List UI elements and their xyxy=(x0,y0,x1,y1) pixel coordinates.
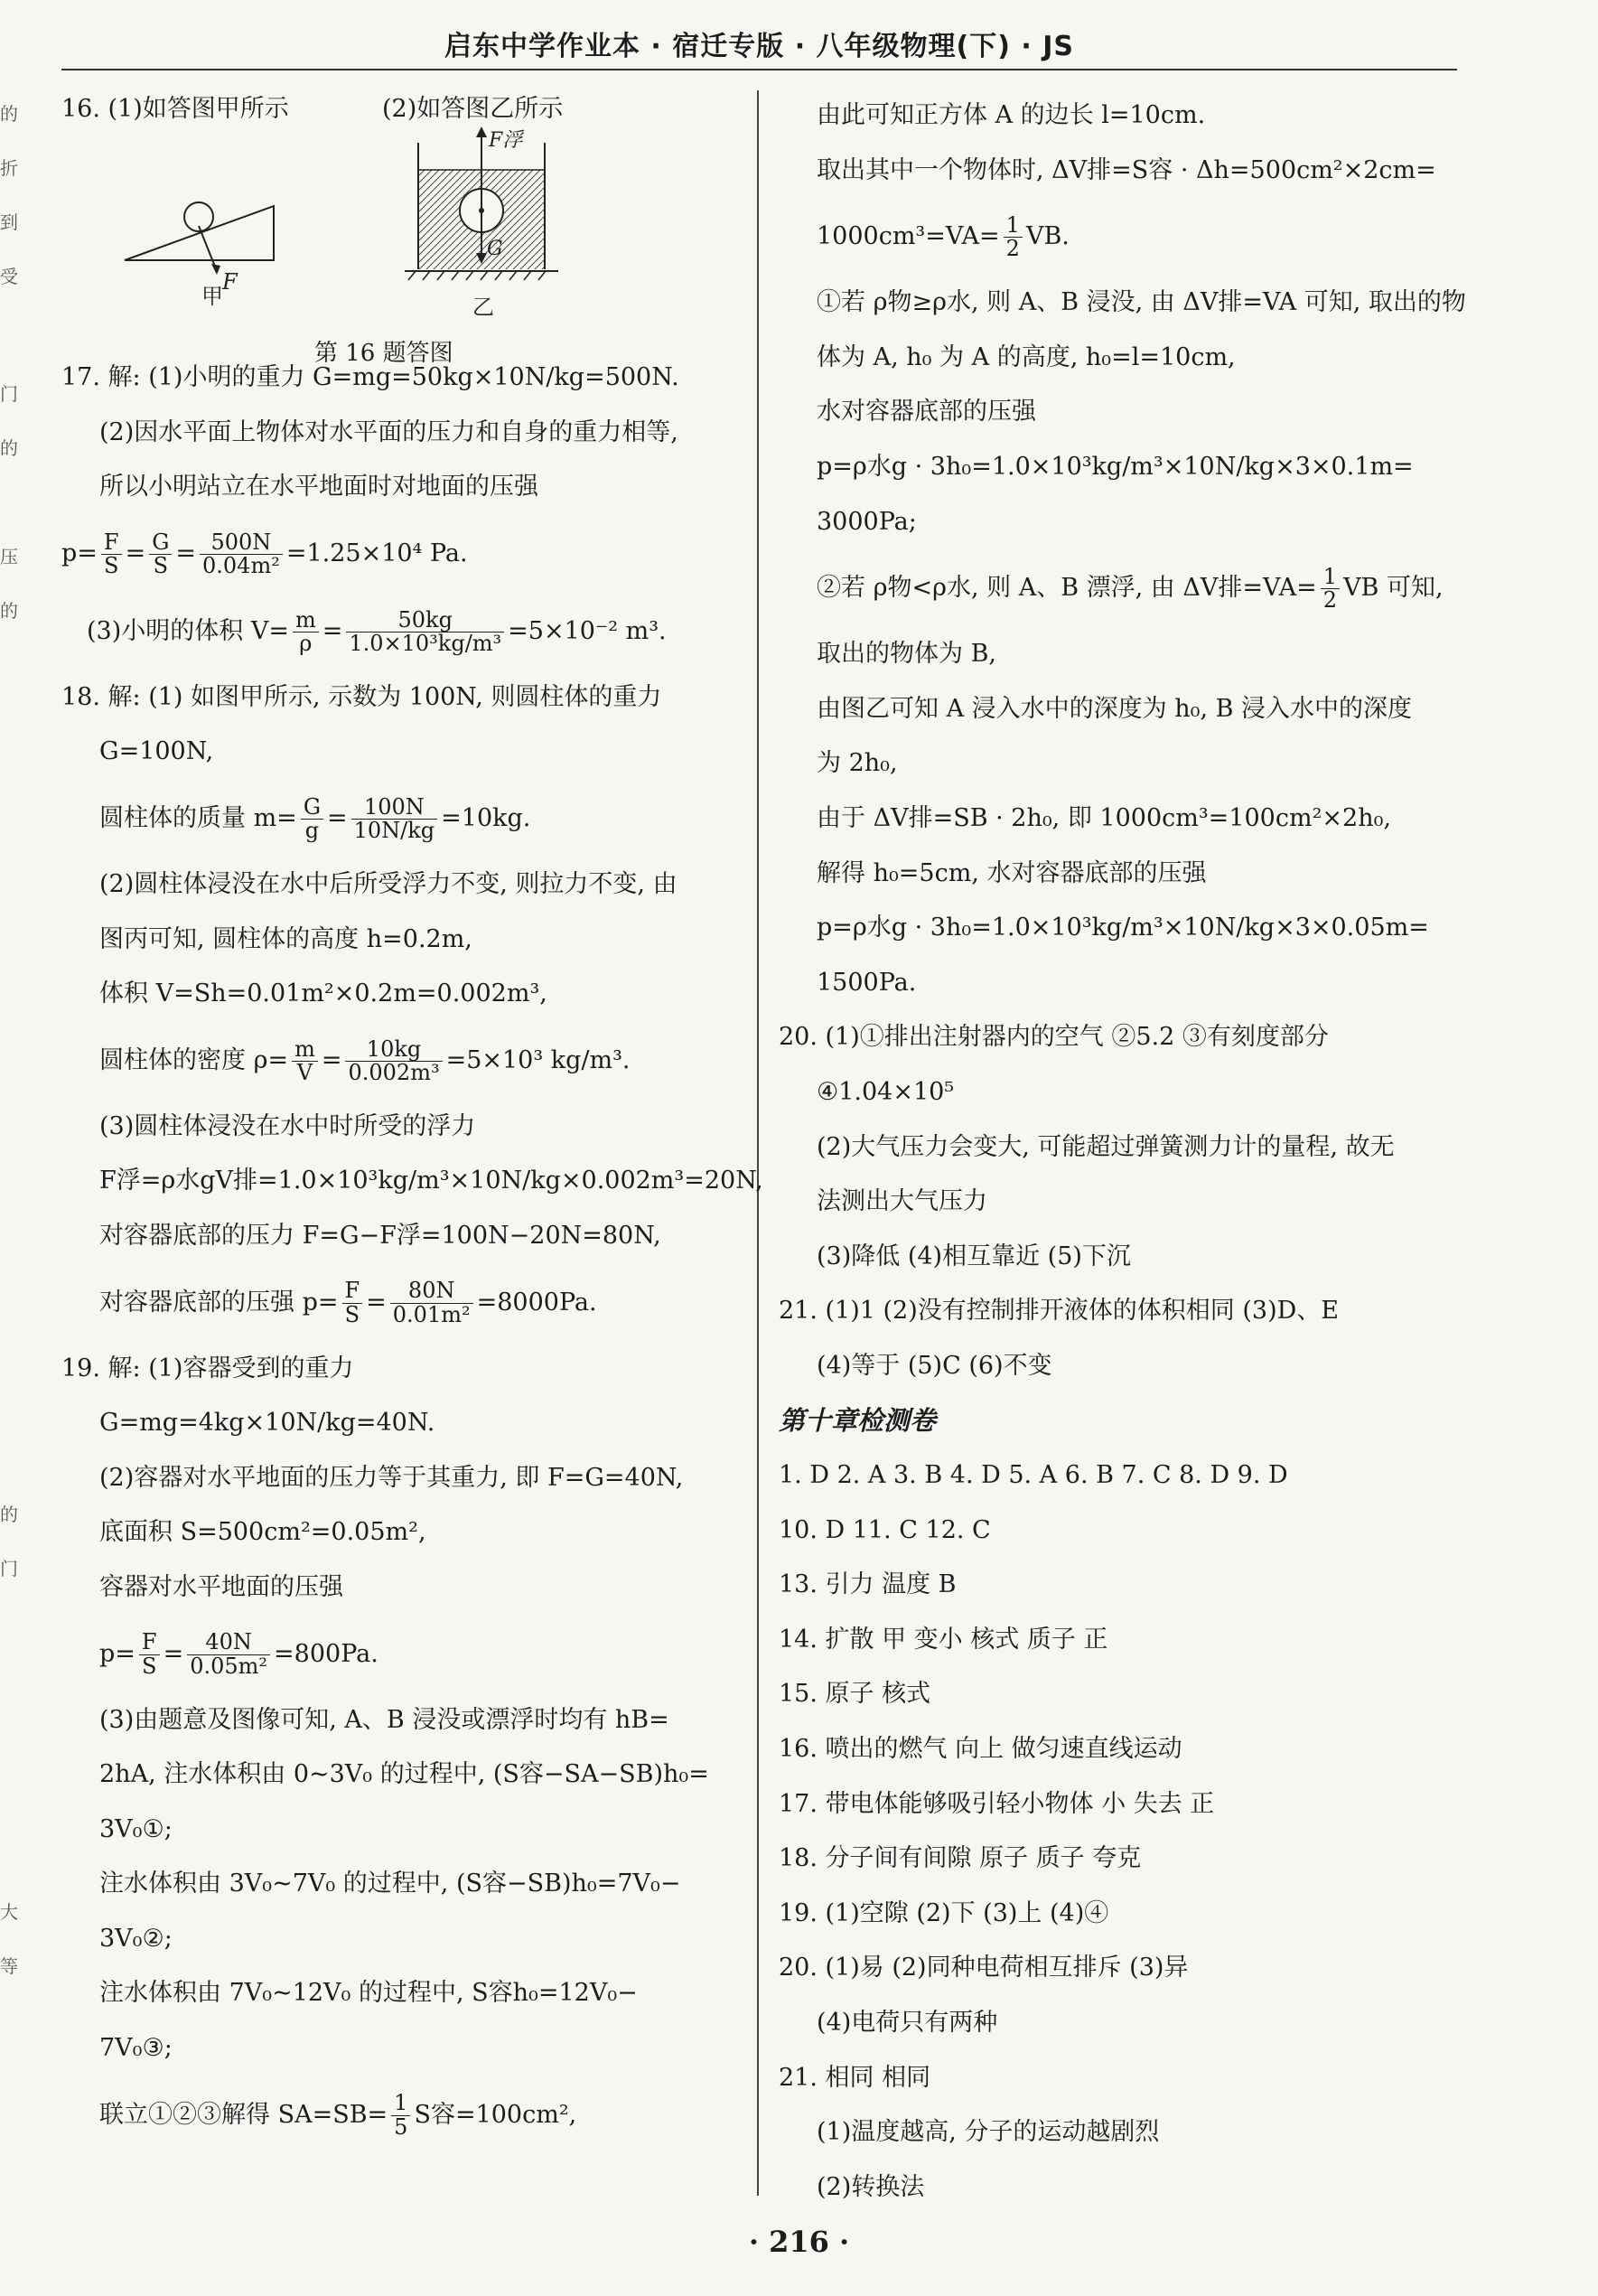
formula-part: 0.04m² xyxy=(202,552,280,578)
fraction xyxy=(149,531,172,577)
q18-line: F浮=ρ水gV排=1.0×10³kg/m³×10N/kg×0.002m³=20N, xyxy=(99,1167,763,1195)
incline-triangle xyxy=(125,206,274,260)
fraction xyxy=(1004,214,1023,260)
q19-cont-line: 3000Pa; xyxy=(817,507,917,536)
edge-glyph: 的 xyxy=(0,437,18,459)
formula-part: 对容器底部的压强 p= xyxy=(99,1288,339,1317)
edge-glyph: 折 xyxy=(0,157,18,179)
q17-formula-volume xyxy=(61,593,739,670)
left-edge-marks xyxy=(0,90,18,2169)
fraction xyxy=(301,793,323,843)
formula-part: = xyxy=(175,539,196,567)
q18-line: 图丙可知, 圆柱体的高度 h=0.2m, xyxy=(99,924,472,953)
q16-part-b: (2)如答图乙所示 xyxy=(382,95,564,123)
q19-line: (3)由题意及图像可知, A、B 浸没或漂浮时均有 hB= xyxy=(99,1705,669,1734)
q19-line: 2hA, 注水体积由 0~3V₀ 的过程中, (S容−SA−SB)h₀= xyxy=(99,1760,709,1789)
q19-line: 3V₀①; xyxy=(99,1814,173,1843)
formula-part: =8000Pa. xyxy=(476,1288,597,1317)
label-yi: 乙 xyxy=(472,295,494,320)
page-header: 启东中学作业本 · 宿迁专版 · 八年级物理(下) · JS xyxy=(61,25,1457,70)
formula-part: 0.002m³ xyxy=(348,1059,440,1085)
fraction xyxy=(1321,563,1340,614)
q20-line: ④1.04×10⁵ xyxy=(817,1077,955,1106)
edge-glyph: 压 xyxy=(0,546,18,567)
formula-part: V xyxy=(296,1059,313,1085)
fraction xyxy=(187,1631,270,1677)
formula-part: 500N xyxy=(200,531,283,555)
formula-part: 50kg xyxy=(346,609,504,633)
formula-part: S xyxy=(142,1653,157,1679)
ch10-answer: (1)温度越高, 分子的运动越剧烈 xyxy=(817,2118,1160,2147)
formula-part: F xyxy=(139,1631,160,1654)
ch10-answer: 14. 扩散 甲 变小 核式 质子 正 xyxy=(779,1625,1108,1654)
formula-part: F xyxy=(342,1279,363,1303)
formula-part: m xyxy=(292,1038,318,1062)
q19-cont-line: ①若 ρ物≥ρ水, 则 A、B 浸没, 由 ΔV排=VA 可知, 取出的物 xyxy=(817,288,1466,317)
formula-part: =10kg. xyxy=(441,803,531,832)
force-f-arrowhead xyxy=(211,264,220,275)
q19-cont-line: 水对容器底部的压强 xyxy=(817,398,1036,426)
q19-cont-line: 取出的物体为 B, xyxy=(817,640,997,669)
formula-part: 100N xyxy=(351,796,438,820)
left-column xyxy=(61,89,763,2154)
formula-part: G xyxy=(301,796,323,820)
formula-part: S容=100cm², xyxy=(414,2100,577,2129)
ch10-answer: 19. (1)空隙 (2)下 (3)上 (4)④ xyxy=(779,1898,1109,1927)
formula-part: 5 xyxy=(394,2113,408,2140)
q21-line: (4)等于 (5)C (6)不变 xyxy=(817,1351,1052,1380)
formula-part: 联立①②③解得 SA=SB= xyxy=(99,2100,388,2129)
fraction xyxy=(342,1279,363,1326)
formula-part: p= xyxy=(99,1639,136,1668)
formula-part: S xyxy=(104,552,119,578)
formula-part: G xyxy=(149,531,172,555)
label-float: F浮 xyxy=(489,129,523,152)
edge-glyph: 门 xyxy=(0,383,18,405)
formula-part: S xyxy=(153,552,169,578)
formula-part: 1 xyxy=(1321,566,1340,589)
fraction xyxy=(292,1038,318,1084)
ch10-answer: (2)转换法 xyxy=(817,2172,925,2201)
formula-part: ρ xyxy=(299,630,313,656)
edge-glyph: 到 xyxy=(0,211,18,233)
ch10-answer: 16. 喷出的燃气 向上 做匀速直线运动 xyxy=(779,1735,1182,1764)
ch10-answer: 1. D 2. A 3. B 4. D 5. A 6. B 7. C 8. D 9. D xyxy=(779,1461,1288,1490)
formula-part: 1 xyxy=(1004,214,1023,238)
formula-part: = xyxy=(326,803,348,832)
q20-line: 20. (1)①排出注射器内的空气 ②5.2 ③有刻度部分 xyxy=(779,1023,1329,1052)
formula-part: ②若 ρ物<ρ水, 则 A、B 漂浮, 由 ΔV排=VA= xyxy=(817,574,1317,603)
fraction xyxy=(351,793,438,843)
q18-line: 对容器底部的压力 F=G−F浮=100N−20N=80N, xyxy=(99,1221,661,1250)
force-f-arrow xyxy=(199,226,217,271)
formula-part: = xyxy=(125,539,146,567)
formula-part: 10kg xyxy=(345,1038,442,1062)
edge-glyph: 的 xyxy=(0,1504,18,1525)
formula-part: 2 xyxy=(1005,236,1020,262)
ch10-answer: 17. 带电体能够吸引轻小物体 小 失去 正 xyxy=(779,1789,1215,1818)
q19-line: 3V₀②; xyxy=(99,1924,173,1953)
q19-line: 7V₀③; xyxy=(99,2034,173,2063)
edge-glyph: 大 xyxy=(0,1901,18,1923)
q20-line: (2)大气压力会变大, 可能超过弹簧测力计的量程, 故无 xyxy=(817,1132,1395,1161)
edge-glyph: 的 xyxy=(0,103,18,125)
edge-glyph: 等 xyxy=(0,1955,18,1977)
q19-formula-volume xyxy=(779,198,1465,276)
formula-part: = xyxy=(163,1639,184,1668)
q17-line: (2)因水平面上物体对水平面的压力和自身的重力相等, xyxy=(99,417,678,446)
formula-part: S xyxy=(344,1301,360,1327)
right-column xyxy=(779,89,1465,2215)
formula-part: (3)小明的体积 V= xyxy=(87,616,289,645)
q18-line: (2)圆柱体浸没在水中后所受浮力不变, 则拉力不变, 由 xyxy=(99,869,678,898)
ground-hatch xyxy=(408,271,546,280)
q21-line: 21. (1)1 (2)没有控制排开液体的体积相同 (3)D、E xyxy=(779,1297,1339,1326)
q19-cont-line: p=ρ水g · 3h₀=1.0×10³kg/m³×10N/kg×3×0.05m= xyxy=(817,914,1429,942)
ch10-answer: 18. 分子间有间隙 原子 质子 夸克 xyxy=(779,1844,1142,1873)
q18-line: 18. 解: (1) 如图甲所示, 示数为 100N, 则圆柱体的重力 xyxy=(61,682,662,711)
fraction xyxy=(101,531,122,577)
formula-part: =5×10⁻² m³. xyxy=(508,616,667,645)
formula-part: 1 xyxy=(391,2092,410,2115)
q19-line: 底面积 S=500cm²=0.05m², xyxy=(99,1518,426,1547)
edge-glyph: 门 xyxy=(0,1558,18,1579)
label-f: F xyxy=(222,269,238,295)
q20-line: 法测出大气压力 xyxy=(817,1187,987,1216)
ch10-answer: 21. 相同 相同 xyxy=(779,2063,931,2092)
q17-line: 所以小明站立在水平地面时对地面的压强 xyxy=(99,473,538,501)
page-number: · 216 · xyxy=(748,2225,850,2259)
q18-line: (3)圆柱体浸没在水中时所受的浮力 xyxy=(99,1111,476,1140)
ch10-answer: 15. 原子 核式 xyxy=(779,1680,931,1709)
formula-part: g xyxy=(304,817,320,843)
q19-cont-line: 为 2h₀, xyxy=(817,749,898,778)
q19-line: 注水体积由 3V₀~7V₀ 的过程中, (S容−SB)h₀=7V₀− xyxy=(99,1870,681,1898)
q19-cont-line: 由于 ΔV排=SB · 2h₀, 即 1000cm³=100cm²×2h₀, xyxy=(817,803,1391,832)
formula-part: VB. xyxy=(1025,222,1070,251)
fraction xyxy=(345,1038,442,1084)
fraction xyxy=(346,606,504,656)
figure-yi xyxy=(387,125,585,342)
q19-formula-area xyxy=(61,2076,739,2154)
q17-formula-pressure xyxy=(61,515,739,593)
q19-cont-line: 体为 A, h₀ 为 A 的高度, h₀=l=10cm, xyxy=(817,342,1236,371)
q19-line: 19. 解: (1)容器受到的重力 xyxy=(61,1354,354,1382)
formula-part: = xyxy=(366,1288,387,1317)
q19-cont-line: p=ρ水g · 3h₀=1.0×10³kg/m³×10N/kg×3×0.1m= xyxy=(817,452,1414,481)
q19-line: G=mg=4kg×10N/kg=40N. xyxy=(99,1409,435,1438)
chapter-10-title: 第十章检测卷 xyxy=(779,1405,937,1437)
buoyancy-arrowhead xyxy=(476,127,487,137)
q19-cont-line: 1500Pa. xyxy=(817,968,917,997)
formula-part: VB 可知, xyxy=(1343,574,1444,603)
q16-figure-area xyxy=(61,89,739,367)
figure-jia xyxy=(116,188,296,323)
q19-cont-line: 取出其中一个物体时, ΔV排=S容 · Δh=500cm²×2cm= xyxy=(817,155,1436,184)
fraction xyxy=(200,531,283,577)
formula-part: 0.01m² xyxy=(392,1301,471,1327)
ch10-answer: (4)电荷只有两种 xyxy=(817,2009,998,2037)
formula-part: =5×10³ kg/m³. xyxy=(445,1045,631,1074)
q20-line: (3)降低 (4)相互靠近 (5)下沉 xyxy=(817,1242,1131,1270)
formula-part: 80N xyxy=(390,1279,473,1303)
edge-glyph: 的 xyxy=(0,600,18,622)
column-divider xyxy=(757,90,759,2196)
edge-glyph: 受 xyxy=(0,266,18,287)
formula-part: = xyxy=(321,1045,342,1074)
formula-part: =800Pa. xyxy=(274,1639,378,1668)
formula-part: = xyxy=(322,616,343,645)
q19-cont-line: 由此可知正方体 A 的边长 l=10cm. xyxy=(817,101,1206,129)
ch10-answer: 20. (1)易 (2)同种电荷相互排斥 (3)异 xyxy=(779,1954,1189,1982)
q18-formula-density xyxy=(61,1022,739,1100)
q18-line: G=100N, xyxy=(99,737,214,766)
ch10-answer: 10. D 11. C 12. C xyxy=(779,1515,991,1544)
q18-formula-pressure xyxy=(61,1264,739,1342)
q19-cont-line: 解得 h₀=5cm, 水对容器底部的压强 xyxy=(817,858,1207,887)
formula-part: 1.0×10³kg/m³ xyxy=(349,630,502,656)
q18-line: 体积 V=Sh=0.01m²×0.2m=0.002m³, xyxy=(99,979,547,1008)
q19-formula-pressure xyxy=(61,1616,739,1693)
formula-part: 40N xyxy=(187,1631,270,1654)
q19-line: 容器对水平地面的压强 xyxy=(99,1572,343,1601)
q19-formula-case2 xyxy=(779,549,1465,627)
formula-part: 1000cm³=VA= xyxy=(817,222,1000,251)
formula-part: =1.25×10⁴ Pa. xyxy=(285,539,468,567)
fraction xyxy=(139,1631,160,1677)
q19-cont-line: 由图乙可知 A 浸入水中的深度为 h₀, B 浸入水中的深度 xyxy=(817,694,1413,723)
formula-part: 10N/kg xyxy=(353,817,435,843)
q16-part-a: 16. (1)如答图甲所示 xyxy=(61,95,289,123)
q17-line: 17. 解: (1)小明的重力 G=mg=50kg×10N/kg=500N. xyxy=(61,363,679,391)
label-jia: 甲 xyxy=(201,284,223,309)
formula-part: 2 xyxy=(1322,587,1338,614)
label-g: G xyxy=(487,238,503,260)
formula-part: F xyxy=(101,531,122,555)
q19-line: (2)容器对水平地面的压力等于其重力, 即 F=G=40N, xyxy=(99,1463,684,1492)
ch10-answer: 13. 引力 温度 B xyxy=(779,1570,957,1599)
formula-part: 0.05m² xyxy=(190,1653,268,1679)
fraction xyxy=(390,1279,473,1326)
formula-part: 圆柱体的质量 m= xyxy=(99,803,297,832)
formula-part: m xyxy=(293,609,319,633)
fraction xyxy=(293,606,319,656)
q16-caption: 第 16 题答图 xyxy=(314,340,453,367)
q19-line: 注水体积由 7V₀~12V₀ 的过程中, S容h₀=12V₀− xyxy=(99,1979,638,2008)
formula-part: p= xyxy=(61,539,98,567)
q18-formula-mass xyxy=(61,780,739,857)
formula-part: 圆柱体的密度 ρ= xyxy=(99,1045,289,1074)
fraction xyxy=(391,2092,410,2138)
